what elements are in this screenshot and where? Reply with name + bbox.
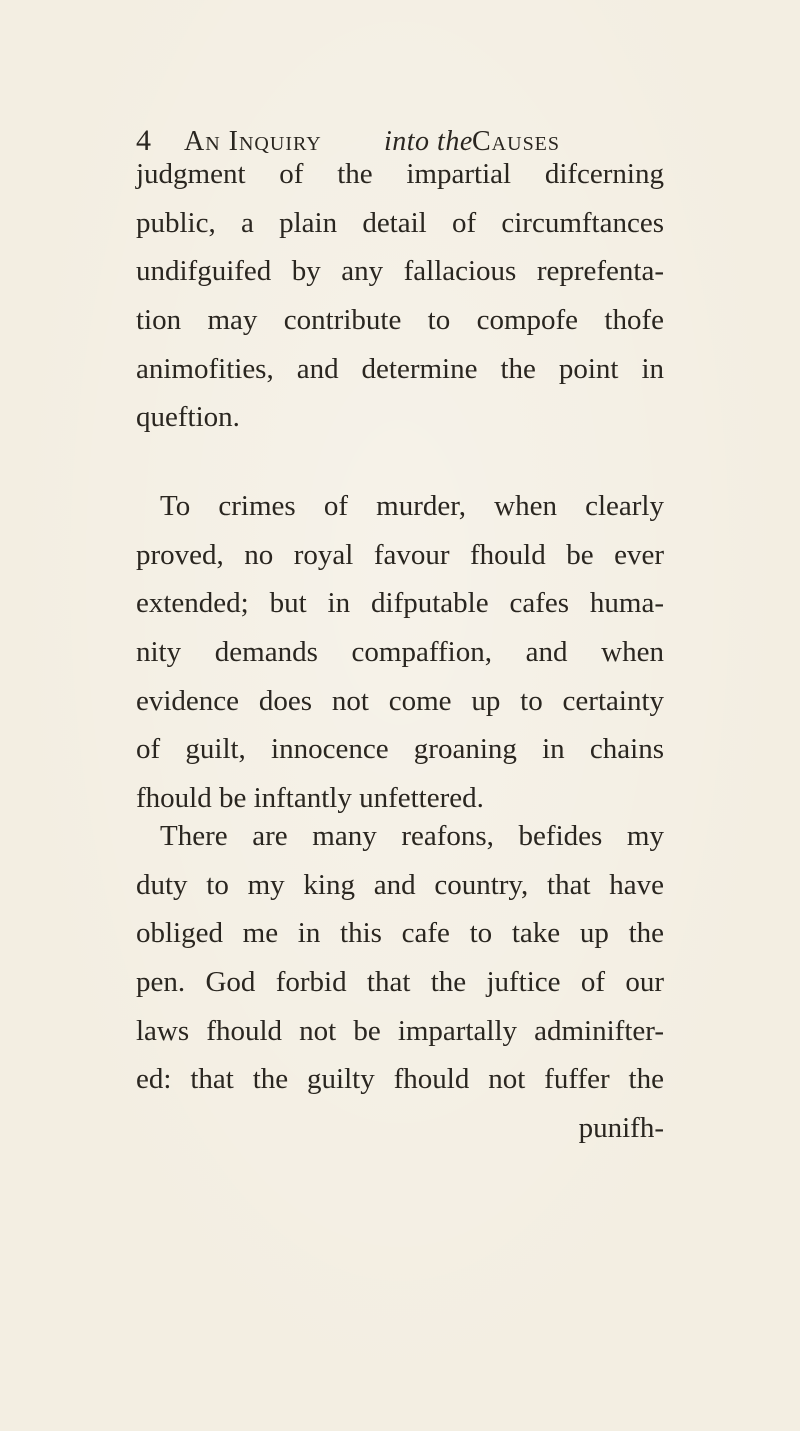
text-line: evidence does not come up to certainty	[136, 684, 664, 717]
text-line: queftion.	[136, 401, 240, 434]
paragraph-1	[136, 150, 664, 442]
text-line: undifguifed by any fallacious reprefenta-	[136, 255, 664, 288]
catchword: punifh-	[578, 1112, 664, 1145]
text-line: pen. God forbid that the juftice of our	[136, 966, 664, 999]
text-line: fhould be inftantly unfettered.	[136, 782, 484, 815]
text-line: laws fhould not be impartally adminifter-	[136, 1014, 664, 1047]
header-title-part3: Causes	[472, 126, 561, 157]
text-line: of guilt, innocence groaning in chains	[136, 733, 664, 766]
text-line: animofities, and determine the point in	[136, 352, 664, 385]
text-line: ed: that the guilty fhould not fuffer the	[136, 1063, 664, 1096]
text-line: public, a plain detail of circumftances	[136, 206, 664, 239]
text-line: There are many reafons, befides my	[160, 820, 664, 852]
text-line: judgment of the impartial difcerning	[136, 158, 664, 190]
text-line: obliged me in this cafe to take up the	[136, 917, 664, 950]
text-line: extended; but in difputable cafes huma-	[136, 587, 664, 620]
text-line: To crimes of murder, when clearly	[160, 490, 664, 522]
paragraph-3	[136, 812, 664, 1153]
text-line: duty to my king and country, that have	[136, 868, 664, 901]
text-line: tion may contribute to compofe thofe	[136, 304, 664, 337]
header-title-part1: An Inquiry	[184, 126, 322, 157]
paragraph-2	[136, 482, 664, 823]
page-number: 4	[136, 124, 152, 157]
text-line: nity demands compaffion, and when	[136, 636, 664, 669]
header-title-part2: into the	[384, 126, 473, 157]
text-line: proved, no royal favour fhould be ever	[136, 538, 664, 571]
